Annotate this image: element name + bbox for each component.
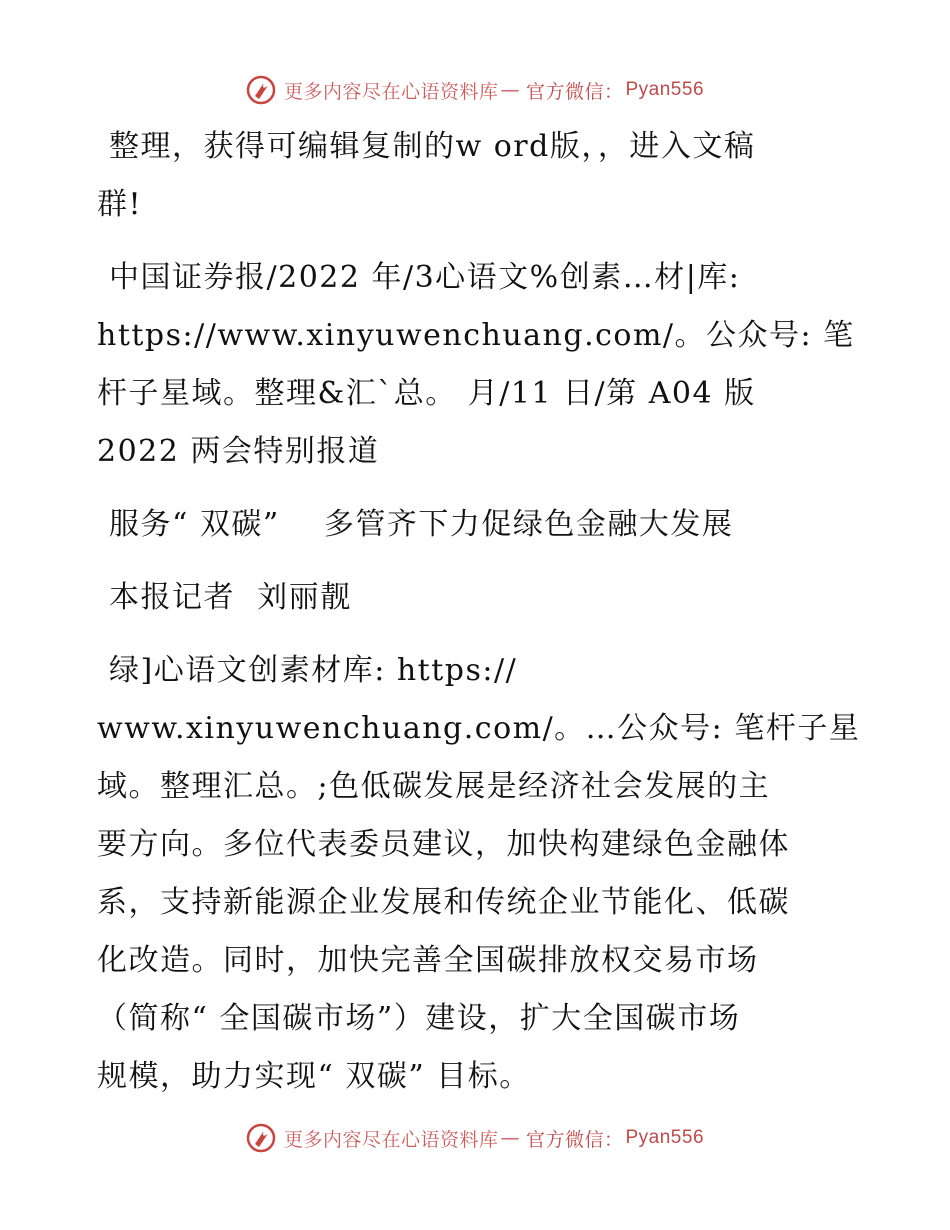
intro-line-2: 群! bbox=[97, 187, 143, 222]
body-line-3: 域。整理汇总。;色低碳发展是经济社会发展的主 bbox=[97, 769, 771, 804]
header-banner bbox=[0, 70, 950, 110]
body-line-6: 化改造。同时，加快完善全国碳排放权交易市场 bbox=[97, 943, 759, 978]
body-line-5: 系，支持新能源企业发展和传统企业节能化、低碳 bbox=[97, 885, 790, 920]
pen-nib-circle-icon bbox=[246, 1123, 276, 1153]
document-body bbox=[97, 118, 867, 1106]
body-line-1: 绿]心语文创素材库: https:// bbox=[109, 653, 518, 688]
byline: 本报记者 刘丽靓 bbox=[109, 580, 352, 615]
banner-wechat-id: Pyan556 bbox=[625, 79, 705, 100]
body-line-8: 规模，助力实现“ 双碳” 目标。 bbox=[97, 1059, 531, 1094]
source-line-2: https://www.xinyuwenchuang.com/。公众号: 笔 bbox=[97, 318, 855, 353]
body-line-2: www.xinyuwenchuang.com/。…公众号: 笔杆子星 bbox=[97, 711, 861, 746]
source-line-1: 中国证券报/2022 年/3心语文%创素…材|库: bbox=[109, 260, 741, 295]
banner-wechat-label: 官方微信： bbox=[525, 1128, 624, 1151]
headline: 服务“ 双碳” 多管齐下力促绿色金融大发展 bbox=[109, 507, 734, 542]
source-line-4: 2022 两会特别报道 bbox=[97, 434, 380, 469]
source-line-3: 杆子星域。整理&汇`总。 月/11 日/第 A04 版 bbox=[97, 376, 756, 411]
banner-dash: — bbox=[500, 79, 520, 101]
pen-nib-circle-icon bbox=[246, 75, 276, 105]
intro-line-1: 整理，获得可编辑复制的w ord版，，进入文稿 bbox=[109, 129, 756, 164]
banner-dash: — bbox=[500, 1127, 520, 1149]
banner-wechat-id: Pyan556 bbox=[625, 1127, 705, 1148]
body-line-7: （简称“ 全国碳市场”）建设，扩大全国碳市场 bbox=[97, 1001, 741, 1036]
banner-text: 更多内容尽在心语资料库 bbox=[283, 80, 499, 103]
banner-text: 更多内容尽在心语资料库 bbox=[283, 1128, 499, 1151]
footer-banner bbox=[0, 1118, 950, 1158]
banner-wechat-label: 官方微信： bbox=[525, 80, 624, 103]
body-line-4: 要方向。多位代表委员建议，加快构建绿色金融体 bbox=[97, 827, 790, 862]
